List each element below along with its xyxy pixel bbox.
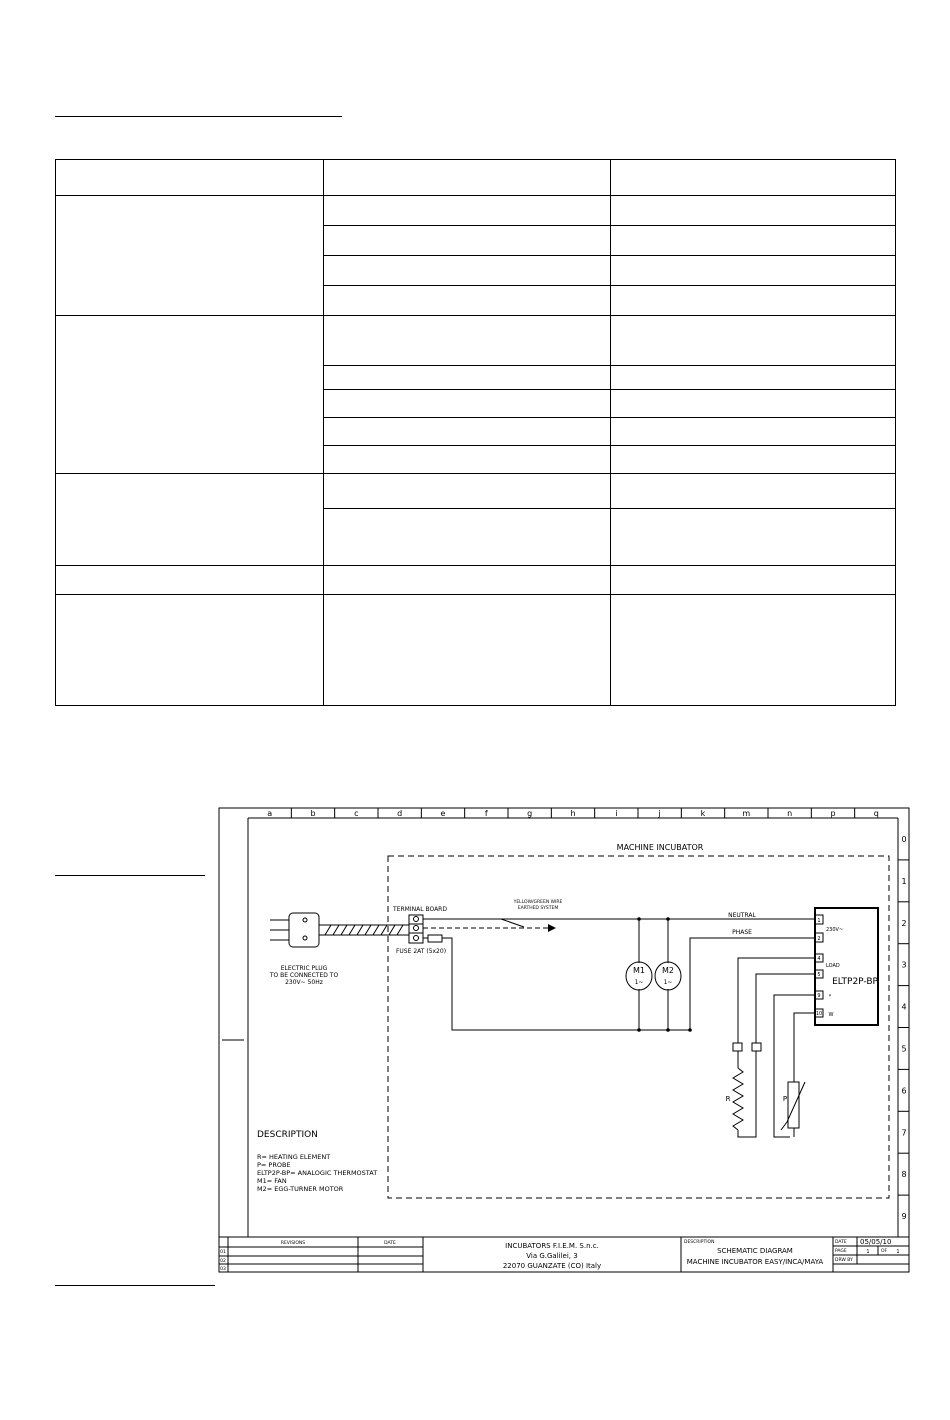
box-title: MACHINE INCUBATOR bbox=[616, 843, 704, 852]
column-label: a bbox=[267, 809, 273, 818]
drawing-title: SCHEMATIC DIAGRAM bbox=[717, 1247, 793, 1255]
fuse-icon bbox=[428, 935, 442, 942]
earth-label: EARTHED SYSTEM bbox=[517, 906, 559, 911]
row-label: 7 bbox=[901, 1128, 907, 1138]
row-label: 1 bbox=[901, 876, 907, 886]
motor2-label: M2 bbox=[662, 966, 674, 975]
pin-label: 1 bbox=[817, 918, 821, 924]
revision-number: 02 bbox=[220, 1259, 226, 1264]
row-label: 5 bbox=[901, 1044, 907, 1054]
revision-number: 01 bbox=[220, 1250, 226, 1255]
pin-label: 2 bbox=[817, 936, 821, 942]
description-item: M1= FAN bbox=[257, 1177, 287, 1185]
thermostat-label: ELTP2P-BP bbox=[832, 977, 878, 987]
revisions-header: REVISIONS bbox=[280, 1241, 306, 1246]
probe-icon bbox=[788, 1082, 799, 1128]
of-value: 1 bbox=[896, 1249, 900, 1255]
description-title: DESCRIPTION bbox=[257, 1130, 318, 1140]
column-label: m bbox=[742, 809, 751, 818]
thermostat-supply: 230V~ bbox=[826, 927, 844, 933]
pin-tag: * bbox=[828, 994, 832, 1000]
probe-label: P bbox=[782, 1095, 788, 1103]
row-ticks bbox=[898, 860, 909, 1195]
plug-label: ELECTRIC PLUG bbox=[280, 965, 328, 972]
row-label: 9 bbox=[901, 1212, 907, 1222]
row-label: 6 bbox=[901, 1086, 907, 1096]
thermostat-box bbox=[815, 908, 878, 1025]
column-label: g bbox=[527, 809, 533, 818]
arrow-icon bbox=[548, 924, 556, 932]
row-label: 8 bbox=[901, 1170, 907, 1180]
motor1-sub: 1~ bbox=[634, 979, 644, 986]
page-value: 1 bbox=[866, 1249, 870, 1255]
description-item: R= HEATING ELEMENT bbox=[257, 1153, 331, 1161]
terminal-board-label: TERMINAL BOARD bbox=[393, 906, 447, 913]
column-label: d bbox=[397, 809, 403, 818]
thermostat-load: LOAD bbox=[826, 963, 840, 969]
motor2-sub: 1~ bbox=[663, 979, 673, 986]
heater-label: R bbox=[725, 1095, 731, 1103]
fuse-label: FUSE 2AT (5x20) bbox=[395, 948, 447, 955]
column-label: f bbox=[484, 809, 488, 818]
company-address: Via G.Galilei, 3 bbox=[526, 1252, 578, 1260]
row-label: 0 bbox=[901, 834, 907, 844]
drawn-label: DRW BY bbox=[835, 1258, 853, 1263]
pin-label: 9 bbox=[817, 993, 821, 999]
row-label: 3 bbox=[901, 960, 907, 970]
pin-tag: W bbox=[828, 1012, 834, 1018]
row-label: 4 bbox=[901, 1002, 907, 1012]
column-label: h bbox=[570, 809, 576, 818]
plug-label: 230V~ 50Hz bbox=[285, 979, 323, 986]
description-header: DESCRIPTION bbox=[684, 1240, 715, 1245]
company-city: 22070 GUANZATE (CO) Italy bbox=[502, 1262, 602, 1270]
description-item: P= PROBE bbox=[257, 1161, 291, 1169]
phase-label: PHASE bbox=[732, 929, 752, 936]
company-name: INCUBATORS F.I.E.M. S.n.c. bbox=[505, 1242, 599, 1250]
neutral-label: NEUTRAL bbox=[728, 912, 756, 919]
description-item: M2= EGG-TURNER MOTOR bbox=[257, 1185, 344, 1193]
terminal-board bbox=[409, 915, 423, 943]
drawing-subtitle: MACHINE INCUBATOR EASY/INCA/MAYA bbox=[686, 1258, 824, 1266]
earth-label: YELLOW/GREEN WIRE bbox=[513, 900, 563, 905]
pin-label: 5 bbox=[817, 972, 821, 978]
power-cable bbox=[319, 925, 409, 935]
pin-label: 10 bbox=[815, 1011, 823, 1017]
column-label: b bbox=[310, 809, 316, 818]
drawing-frame bbox=[219, 808, 909, 1272]
column-label: q bbox=[873, 809, 879, 818]
revision-number: 03 bbox=[220, 1267, 226, 1272]
heating-element-icon bbox=[733, 1068, 743, 1130]
column-label: p bbox=[830, 809, 836, 818]
date-value: 05/05/10 bbox=[860, 1238, 892, 1246]
date-label: DATE bbox=[835, 1240, 847, 1245]
column-label: k bbox=[700, 809, 706, 818]
description-item: ELTP2P-BP= ANALOGIC THERMOSTAT bbox=[257, 1169, 378, 1177]
row-label: 2 bbox=[901, 918, 907, 928]
plug-icon bbox=[270, 913, 319, 947]
column-label: n bbox=[787, 809, 793, 818]
pin-label: 4 bbox=[817, 956, 821, 962]
column-label: i bbox=[615, 809, 618, 818]
of-label: OF bbox=[881, 1249, 888, 1254]
column-label: e bbox=[440, 809, 446, 818]
column-label: c bbox=[354, 809, 359, 818]
column-label: j bbox=[658, 809, 661, 818]
date-header: DATE bbox=[384, 1241, 396, 1246]
page-label: PAGE bbox=[835, 1249, 847, 1254]
motor1-label: M1 bbox=[633, 966, 645, 975]
plug-label: TO BE CONNECTED TO bbox=[269, 972, 339, 979]
